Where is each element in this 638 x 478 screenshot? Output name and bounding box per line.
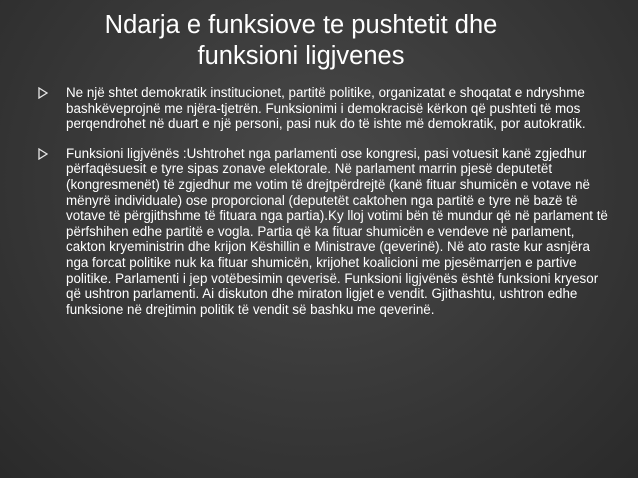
- bullet-item-2: [38, 146, 613, 318]
- triangle-right-icon: [38, 146, 52, 161]
- bullet-text-2: Funksioni ligjvënës :Ushtrohet nga parlamenti ose kongresi, pasi votuesit kanë zgjedhur përfaqësuesit e tyre sipas zonave elektorale. Në parlament marrin pjesë deputetët (kongresmenët) të zgjedhur me votim të drejtpërdrejtë (kanë fituar shumicën e votave në mënyrë individuale) ose proporcional (deputetët caktohen nga partitë e tyre në bazë të votave të përgjithshme të fituara nga partia).Ky lloj votimi bën të mundur që në parlament të përfshihen edhe partitë e vogla. Partia që ka fituar shumicën e vendeve në parlament, cakton kryeministrin dhe krijon Këshillin e Ministrave (qeverinë). Në ato raste kur asnjëra nga forcat politike nuk ka fituar shumicën, krijohet koalicioni me pjesëmarrjen e partive politike. Parlamenti i jep votëbesimin qeverisë. Funksioni ligjvënës është funksioni kryesor që ushtron parlamenti. Ai diskuton dhe miraton ligjet e vendit. Gjithashtu, ushtron edhe funksione në drejtimin politik të vendit së bashku me qeverinë.: [66, 145, 608, 317]
- bullet-item-1: [38, 85, 613, 132]
- bullet-list: [38, 85, 613, 331]
- bullet-text-1: Ne një shtet demokratik institucionet, partitë politike, organizatat e shoqatat e ndryshme bashkëveprojnë me njëra-tjetrën. Funksionimi i demokracisë kërkon që pushteti të mos perqendrohet në duart e një personi, pasi nuk do të ishte më demokratik, por autokratik.: [66, 85, 586, 132]
- slide-title: [40, 10, 562, 72]
- slide-title-line-2: funksioni ligjvenes: [197, 42, 405, 70]
- triangle-right-icon: [38, 85, 52, 100]
- slide-title-line-1: Ndarja e funksiove te pushtetit dhe: [104, 11, 498, 39]
